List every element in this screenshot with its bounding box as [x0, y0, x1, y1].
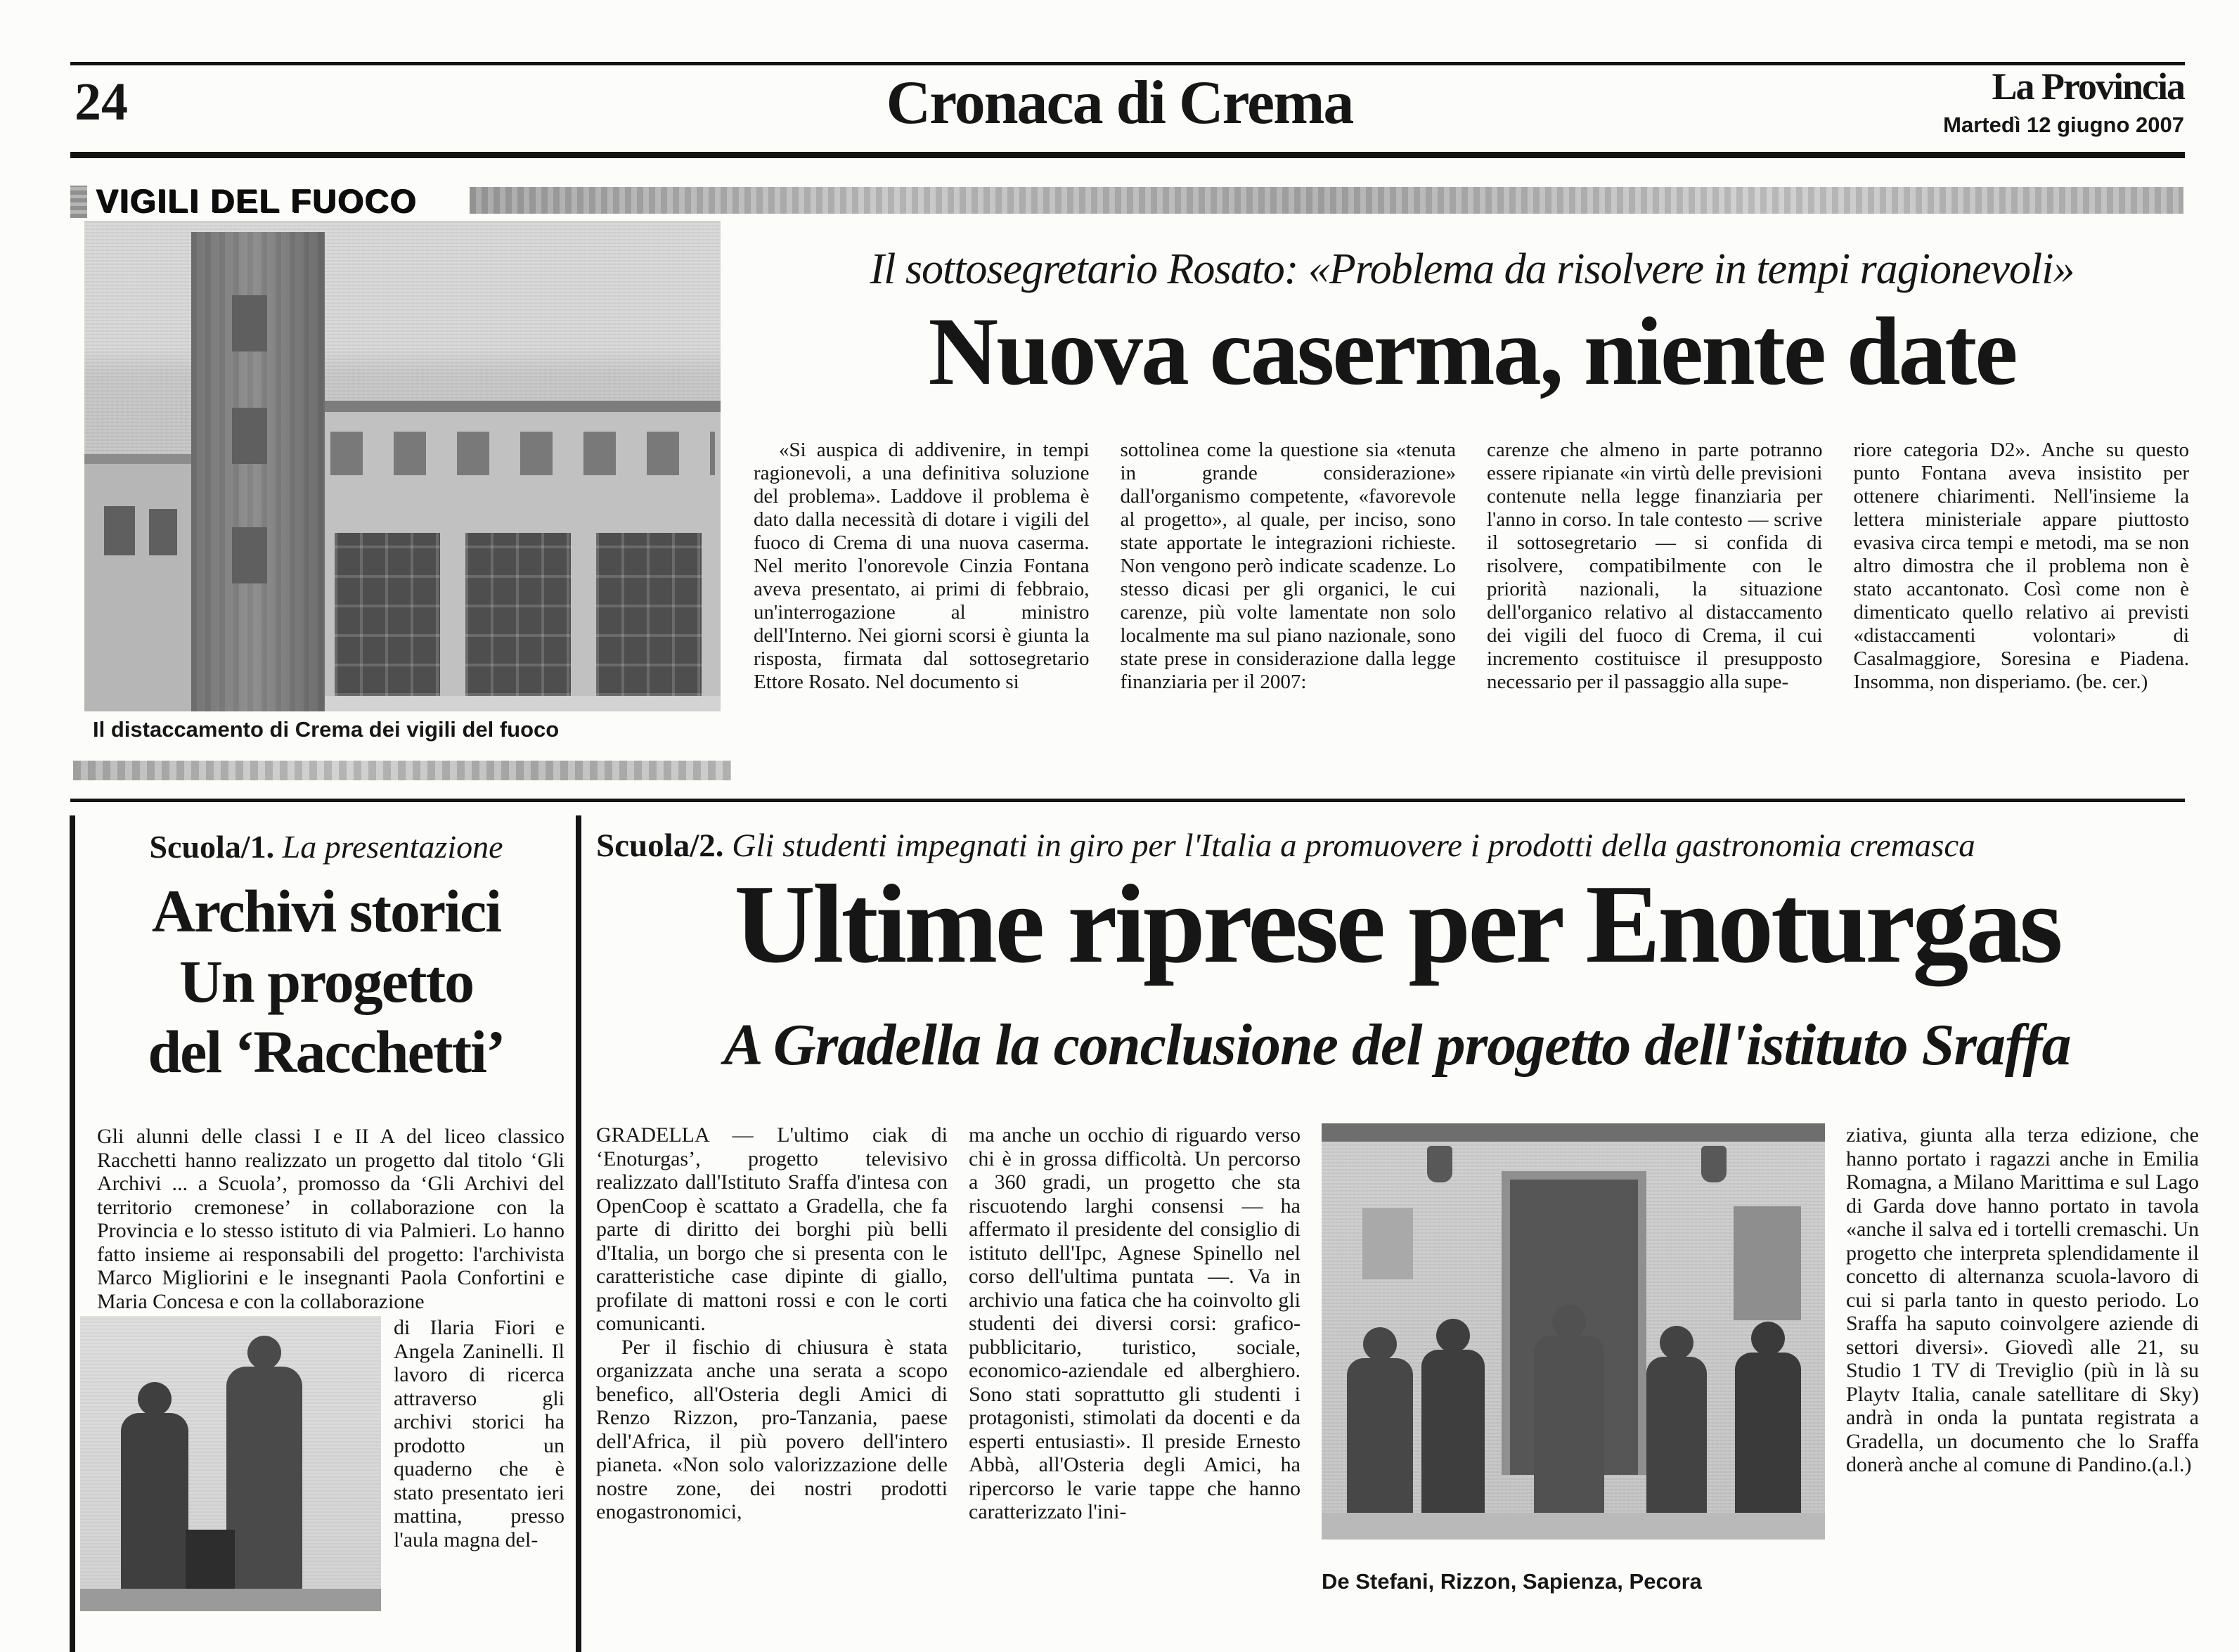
photo-person — [1735, 1353, 1801, 1540]
photo-person — [1534, 1336, 1604, 1540]
school1-left-rule — [70, 815, 75, 1652]
school2-kicker-label: Scuola/2. — [596, 827, 724, 864]
body-paragraph: GRADELLA — L'ultimo ciak di ‘Enoturgas’, progetto televisivo realizzato dall'Istituto Sraffa d'intesa con OpenCoop è scattato a Gradella, che fa parte di diritto dei borghi più belli d'Italia, un borgo che si presenta con le caratteristiche case dipinte di giallo, profilate di mattoni rossi e con le corti comunicanti. — [596, 1123, 948, 1335]
fire-article-headline: Nuova caserma, niente date — [928, 297, 2016, 405]
school1-right-rule — [576, 815, 581, 1652]
school1-headline-line: Archivi storici — [151, 877, 501, 945]
body-paragraph: carenze che almeno in parte potranno essere ripianate «in virtù delle previsioni contenute nella legge finanziaria per l'anno in corso. In tale contesto — scrive il sottosegretario — si confida di risolvere, compatibilmente con le priorità nazionali, la situazione dell'organico relativo al distaccamento dei vigili del fuoco di Crema, il cui incremento costituisce il presupposto necessario per il passaggio alla supe- — [1487, 439, 1823, 693]
body-paragraph: riore categoria D2». Anche su questo punto Fontana aveva insistito per ottenere chiarimenti. Nell'insieme la lettera ministeriale appare piuttosto evasiva circa tempi e metodi, ma se non altro dimostra che il problema non è stato accantonato. Così come non è dimenticato quello relativo ai previsti «distaccamenti volontari» di Casalmaggiore, Soresina e Piadena. Insomma, non disperiamo. (be. cer.) — [1853, 439, 2189, 693]
photo-person — [121, 1413, 188, 1611]
photo-tower — [191, 232, 325, 711]
photo-table — [80, 1589, 381, 1611]
group-photo — [1322, 1123, 1825, 1540]
school2-photo-block — [1322, 1123, 1825, 1652]
photo-garage-door — [335, 533, 440, 696]
photo-beam — [1322, 1123, 1825, 1142]
fire-body-column-4 — [1854, 439, 2190, 772]
school2-body-column-3 — [1846, 1123, 2199, 1652]
date-line: Martedì 12 giugno 2007 — [1943, 112, 2184, 137]
school1-kicker-label: Scuola/1. — [149, 829, 275, 865]
fire-article-overline: Il sottosegretario Rosato: «Problema da risolvere in tempi ragionevoli» — [870, 245, 2075, 293]
photo-poster — [1362, 1208, 1413, 1279]
school2-body — [596, 1123, 2199, 1652]
fire-body-column-1 — [754, 439, 1090, 772]
photo-left-building — [84, 454, 191, 711]
fire-article-body — [754, 439, 2189, 772]
school2-photo-caption: De Stefani, Rizzon, Sapienza, Pecora — [1322, 1569, 1702, 1594]
school2-body-column-1 — [596, 1123, 948, 1652]
photo-garage-door — [596, 533, 702, 696]
school1-kicker-text: La presentazione — [282, 829, 503, 865]
school2-kicker-text: Gli studenti impegnati in giro per l'Italia a promuovere i prodotti della gastronomia cremasca — [732, 827, 1975, 864]
photo-person — [1646, 1357, 1707, 1540]
photo-driveway — [325, 696, 721, 711]
body-paragraph: Gli alunni delle classi I e II A del liceo classico Racchetti hanno realizzato un progetto dal titolo ‘Gli Archivi ... a Scuola’, promosso da ‘Gli Archivi del territorio cremonese’ in collaborazione con la Provincia e lo stesso istituto di via Palmieri. Lo hanno fatto insieme ai responsabili del progetto: l'archivista Marco Migliorini e le insegnanti Paola Confortini e Maria Concesa e con la collaborazione — [97, 1125, 564, 1313]
fire-article-kicker: VIGILI DEL FUOCO — [96, 182, 417, 219]
photo-main-building — [325, 401, 721, 711]
photo-garage-door — [465, 533, 571, 696]
body-paragraph: ma anche un occhio di riguardo verso chi è in grossa difficoltà. Un percorso a 360 gradi, un progetto che sta riscuotendo larghi consensi — ha affermato il presidente del consiglio di istituto dell'Ipc, Agnese Spinello nel corso dell'ultima puntata —. Va in archivio una fatica che ha coinvolto gli studenti dei diversi corsi: grafico-pubblicitario, turistico, sociale, economico-aziendale ed alberghiero. Sono stati soprattutto gli studenti i protagonisti, stimolati da docenti e da esperti entusiasti». Il preside Ernesto Abbà, all'Osteria degli Amici, ha ripercorso le varie tappe che hanno caratterizzato l'ini- — [969, 1123, 1301, 1523]
school2-subhead: A Gradella la conclusione del progetto dell'istituto Sraffa — [723, 1012, 2071, 1078]
header-rule — [70, 152, 2185, 158]
body-paragraph: «Si auspica di addivenire, in tempi ragionevoli, a una definitiva soluzione del problema». Laddove il problema è dato dalla necessità di dotare i vigili del fuoco di Crema di una nuova caserma. Nel merito l'onorevole Cinzia Fontana aveva presentato, ai primi di febbraio, un'interrogazione al ministro dell'Interno. Nei giorni scorsi è giunta la risposta, firmata dal sottosegretario Ettore Rosato. Nel documento si — [754, 439, 1090, 693]
fire-station-photo — [84, 221, 721, 711]
kicker-chip — [70, 186, 87, 218]
body-paragraph: ziativa, giunta alla terza edizione, che hanno portato i ragazzi anche in Emilia Romagna, a Milano Marittima e sul Lago di Garda dove hanno portato in tavola «anche il salva ed i tortelli cremaschi. Un progetto che interpreta splendidamente il concetto di alternanza scuola-lavoro di cui si parla tanto in questo periodo. Lo Sraffa ha saputo coinvolgere aziende di settori diversi». Giovedì alle 21, su Studio 1 TV di Treviglio (più in là su Playtv Italia, canale satellitare di Sky) andrà in onda la puntata registrata a Gradella, un documento che lo Sraffa donerà anche al comune di Pandino.(a.l.) — [1846, 1123, 2199, 1476]
school1-photo-row — [97, 1316, 564, 1611]
kicker-gradient-bar — [470, 187, 2183, 214]
top-hairline-rule — [70, 62, 2185, 65]
presentation-photo — [80, 1316, 381, 1611]
body-paragraph: Per il fischio di chiusura è stata organizzata anche una serata a scopo benefico, all'Osteria degli Amici di Renzo Rizzon, pro-Tanzania, paese dell'Africa, il più povero dell'intero pianeta. «Non solo valorizzazione delle nostre zone, dei nostri prodotti enogastronomici, — [596, 1335, 948, 1523]
photo-ground — [1322, 1513, 1825, 1540]
masthead: La Provincia — [1992, 65, 2184, 108]
school2-body-column-2 — [969, 1123, 1301, 1652]
section-divider-rule — [70, 799, 2185, 802]
photo-person — [1421, 1350, 1485, 1540]
photo-window-row — [330, 432, 715, 475]
school1-headline — [91, 876, 561, 1087]
school1-body — [97, 1125, 564, 1611]
grey-divider-band — [73, 761, 731, 780]
photo-person — [226, 1367, 302, 1611]
page-number: 24 — [75, 72, 128, 131]
photo-lamp — [1427, 1146, 1452, 1182]
body-paragraph: sottolinea come la questione sia «tenuta in grande considerazione» dall'organismo competente, «favorevole al progetto», al quale, per inciso, sono state apportate le integrazioni richieste. Non vengono però indicate scadenze. Lo stesso dicasi per gli organici, le cui carenze, più volte lamentate non solo localmente ma sul piano nazionale, sono state prese in considerazione dalla legge finanziaria per il 2007: — [1120, 439, 1456, 693]
photo-lamp — [1701, 1146, 1727, 1182]
school1-headline-line: del ‘Racchetti’ — [148, 1018, 505, 1085]
fire-photo-caption: Il distaccamento di Crema dei vigili del fuoco — [93, 717, 560, 742]
fire-body-column-3 — [1487, 439, 1823, 772]
school1-kicker — [91, 828, 561, 865]
body-paragraph: di Ilaria Fiori e Angela Zaninelli. Il lavoro di ricerca attraverso gli archivi storici ha prodotto un quaderno che è stato presentato ieri mattina, presso l'aula magna del- — [394, 1316, 564, 1551]
photo-window — [1734, 1206, 1801, 1320]
school2-headline: Ultime riprese per Enoturgas — [734, 861, 2060, 986]
school1-headline-line: Un progetto — [179, 948, 474, 1015]
fire-body-column-2 — [1121, 439, 1457, 772]
section-title: Cronaca di Crema — [886, 69, 1353, 137]
photo-bag — [186, 1530, 235, 1589]
